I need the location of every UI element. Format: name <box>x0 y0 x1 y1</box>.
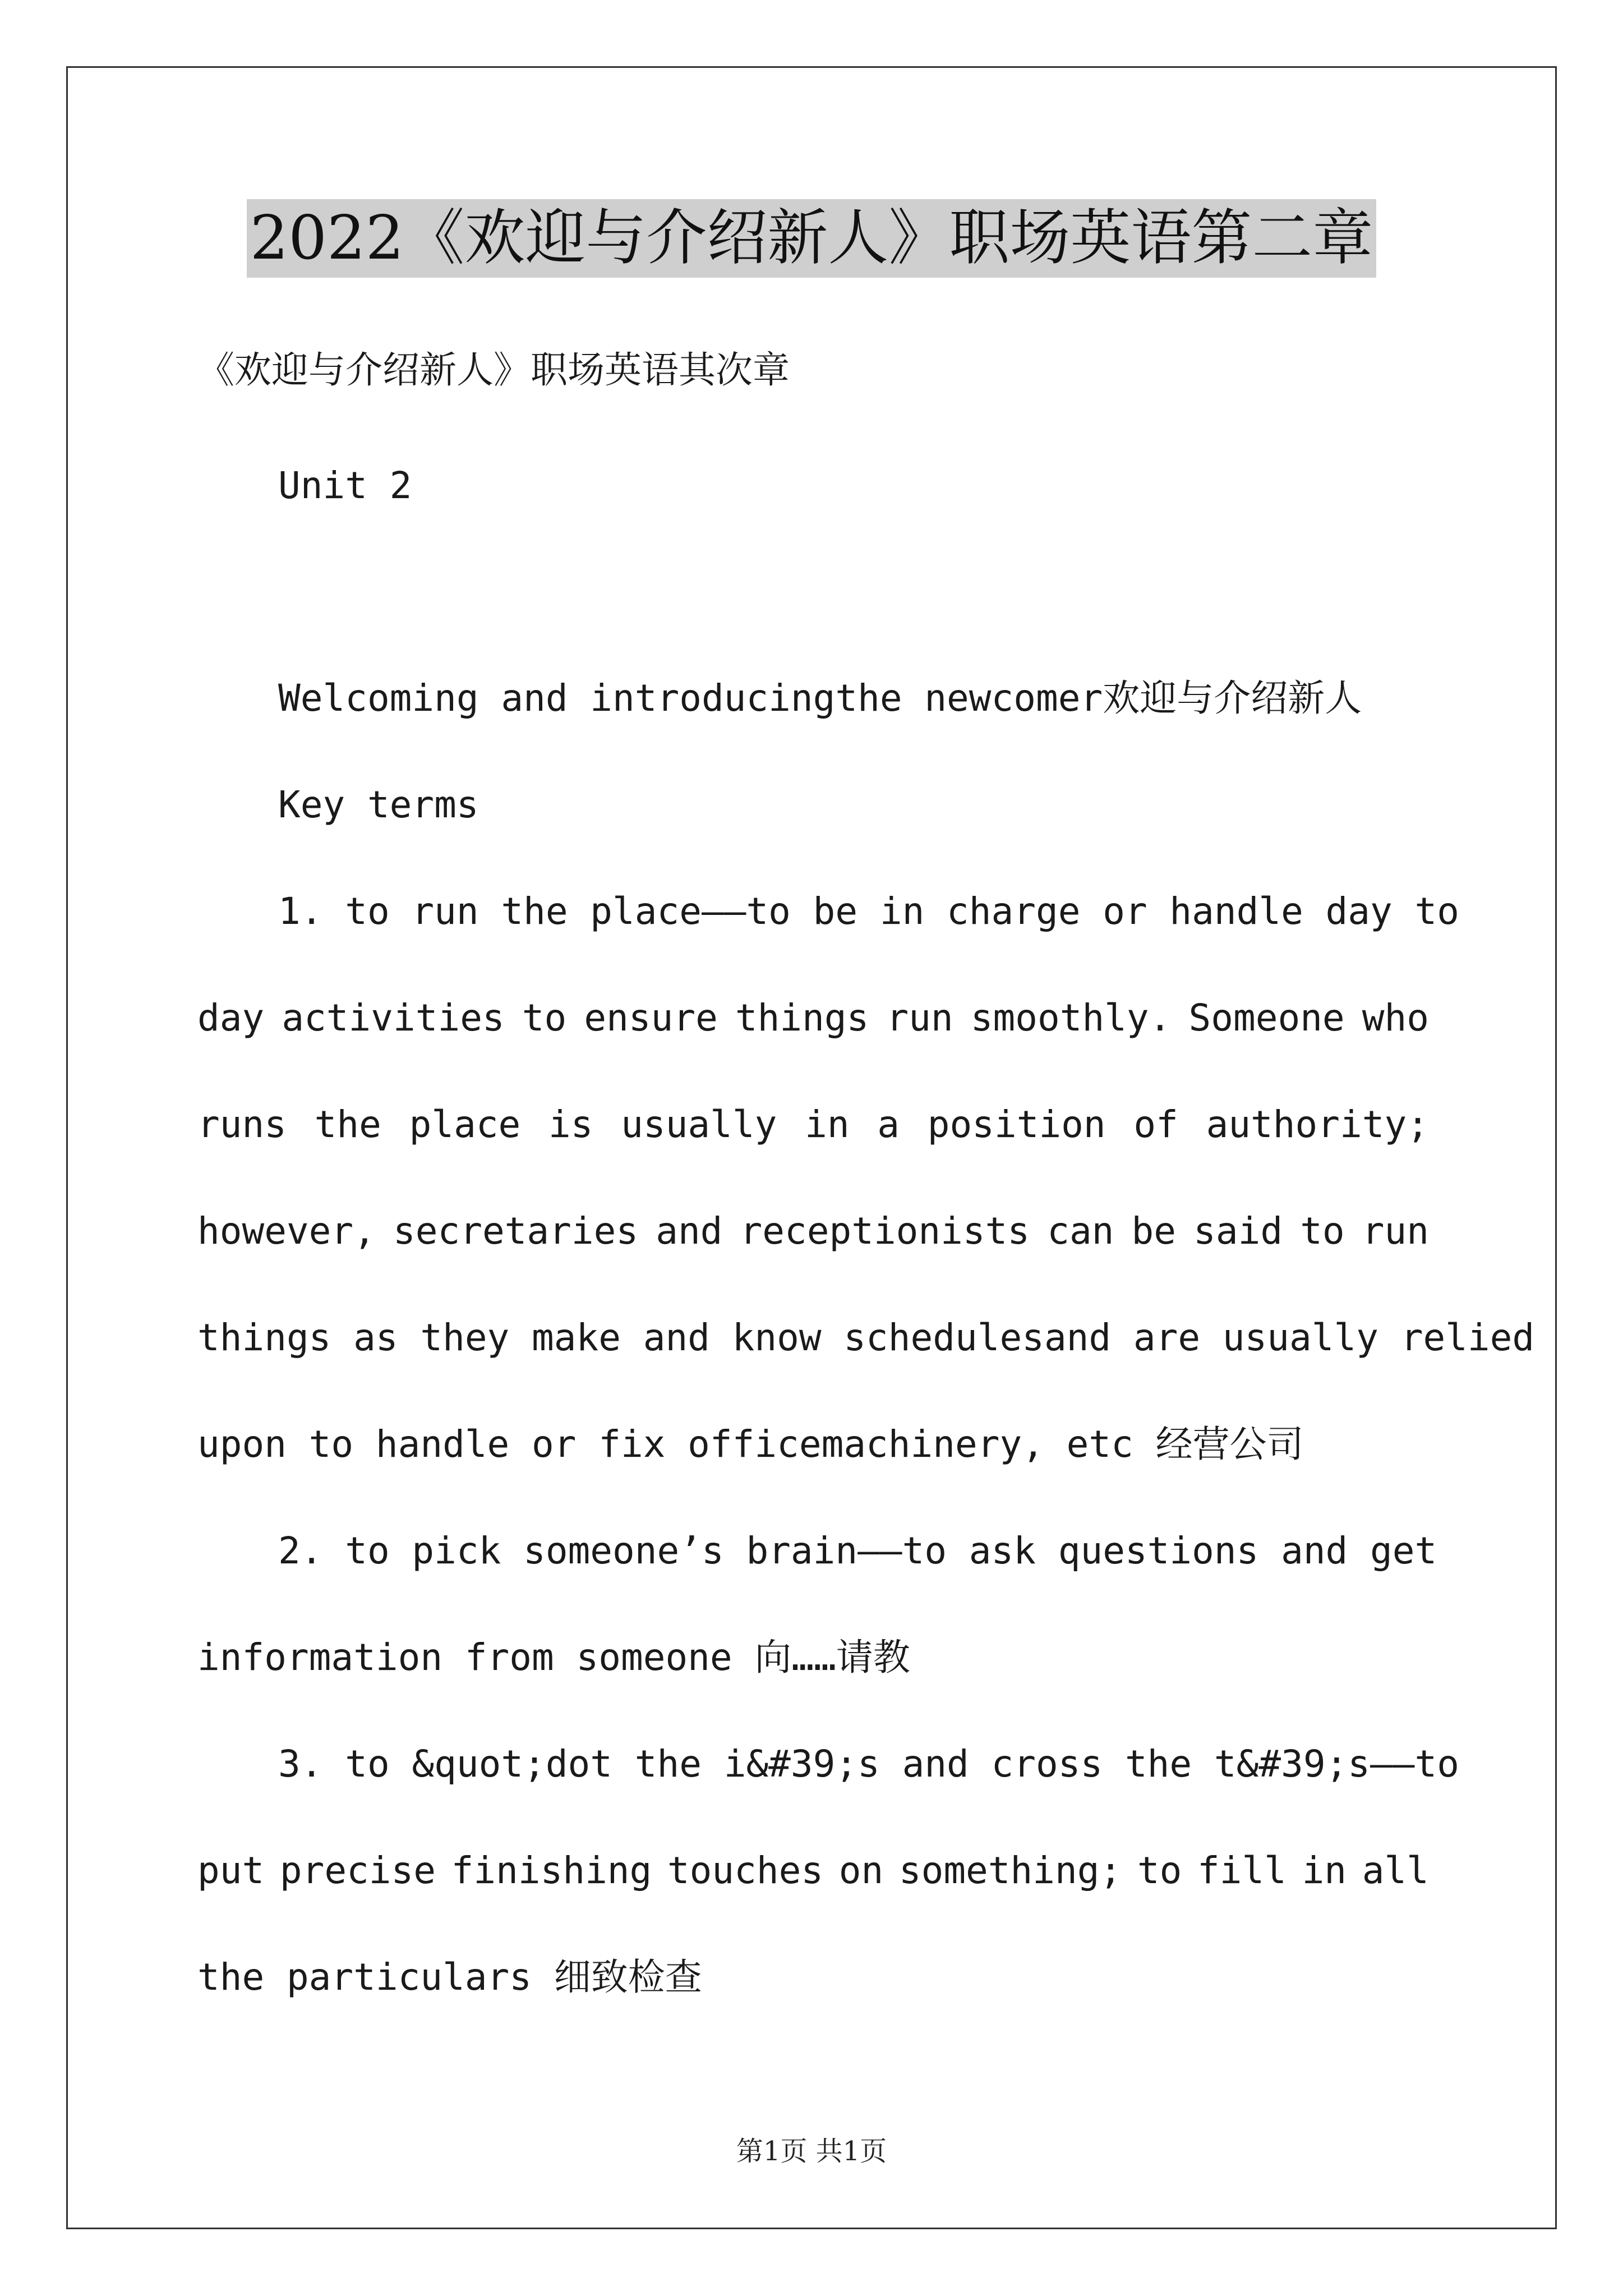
word: be <box>1131 1209 1177 1253</box>
term1-line4 <box>197 1209 1429 1254</box>
word: position <box>927 1103 1106 1146</box>
word: in <box>805 1103 850 1146</box>
term1-line5: things as they make and know schedulesand are usually relied <box>197 1316 1535 1359</box>
word: usually <box>621 1103 777 1146</box>
word: secretaries <box>393 1209 639 1253</box>
term1-line3 <box>197 1102 1429 1147</box>
term2-line2: information from someone 向……请教 <box>197 1636 910 1679</box>
word: in <box>1302 1849 1347 1892</box>
word: precise <box>279 1849 436 1892</box>
unit-label: Unit 2 <box>278 464 412 507</box>
page-footer: 第1页 共1页 <box>736 2136 887 2167</box>
word: ensure <box>584 996 718 1039</box>
subtitle: 《欢迎与介绍新人》职场英语其次章 <box>197 348 790 392</box>
term3-line3: the particulars 细致检查 <box>197 1955 702 1999</box>
word: touches <box>667 1849 824 1892</box>
word: put <box>197 1849 265 1892</box>
word: run <box>886 996 953 1039</box>
word: authority; <box>1206 1103 1429 1146</box>
word: Someone <box>1188 996 1345 1039</box>
word: can <box>1047 1209 1114 1253</box>
term1-line6: upon to handle or fix officemachinery, etc 经营公司 <box>197 1423 1304 1466</box>
topic-heading: Welcoming and introducingthe newcomer欢迎与介绍新人 <box>278 677 1362 720</box>
term1-line2 <box>197 996 1429 1041</box>
word: of <box>1133 1103 1178 1146</box>
word: place <box>409 1103 521 1146</box>
word: a <box>877 1103 900 1146</box>
word: on <box>838 1849 884 1892</box>
word: is <box>548 1103 593 1146</box>
term1-line1: 1. to run the place——to be in charge or handle day to <box>278 890 1459 933</box>
word: fill <box>1197 1849 1287 1892</box>
word: finishing <box>451 1849 652 1892</box>
document-title: 2022《欢迎与介绍新人》职场英语第二章 <box>247 199 1377 278</box>
word: who <box>1362 996 1429 1039</box>
word: said <box>1193 1209 1283 1253</box>
title-container <box>0 199 1623 278</box>
word: however, <box>197 1209 376 1253</box>
term3-line1: 3. to &quot;dot the i&#39;s and cross the t&#39;s——to <box>278 1742 1459 1786</box>
word: day <box>197 996 265 1039</box>
word: things <box>735 996 869 1039</box>
term3-line2 <box>197 1848 1429 1893</box>
word: all <box>1362 1849 1429 1892</box>
word: to <box>522 996 567 1039</box>
word: run <box>1362 1209 1429 1253</box>
word: the <box>314 1103 381 1146</box>
word: runs <box>197 1103 287 1146</box>
word: smoothly. <box>970 996 1172 1039</box>
word: to <box>1300 1209 1345 1253</box>
word: receptionists <box>740 1209 1030 1253</box>
word: something; <box>898 1849 1122 1892</box>
term2-line1: 2. to pick someone’s brain——to ask questions and get <box>278 1529 1437 1572</box>
key-terms-heading: Key terms <box>278 783 479 826</box>
word: activities <box>282 996 505 1039</box>
word: to <box>1137 1849 1182 1892</box>
word: and <box>656 1209 723 1253</box>
